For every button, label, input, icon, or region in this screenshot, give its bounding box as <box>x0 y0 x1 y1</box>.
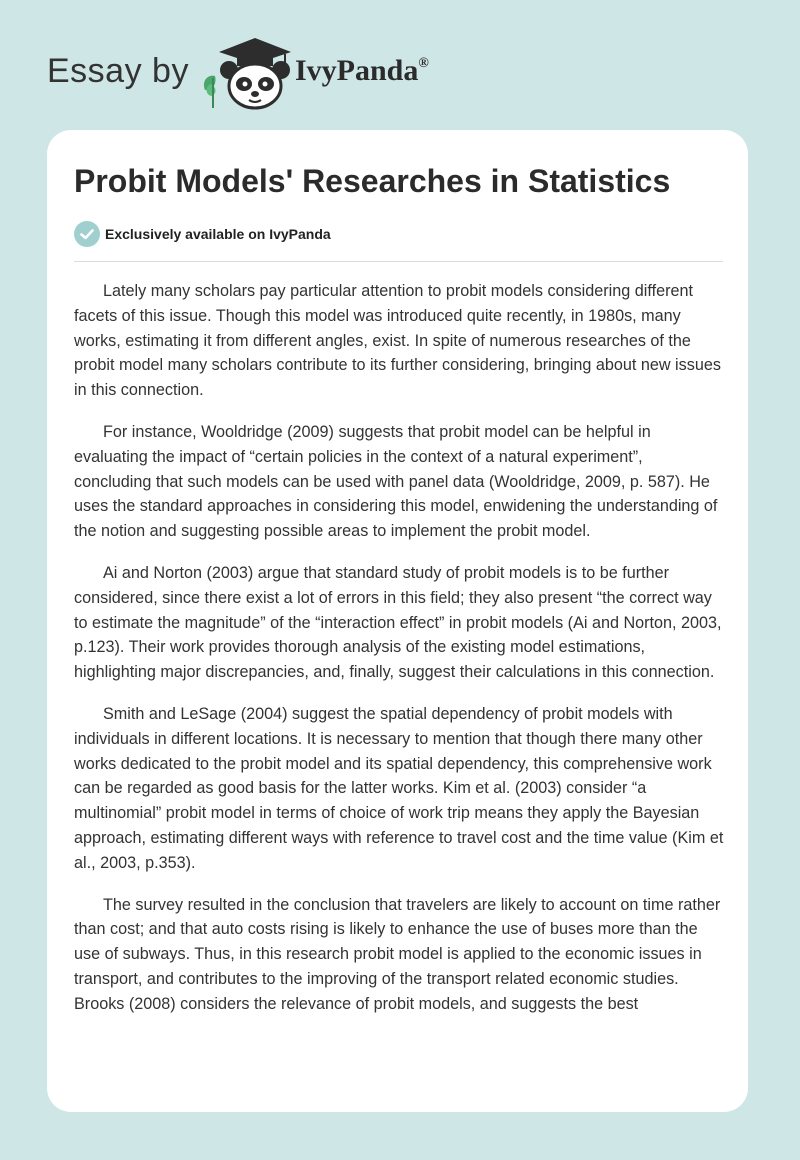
brand-header[interactable] <box>47 34 467 110</box>
page-title: Probit Models' Researches in Statistics <box>74 163 671 199</box>
paragraph: Lately many scholars pay particular attention to probit models considering different facets of this issue. Though this model was introduced quite recently, in 1980s, many works, estimating it from different angles, exist. In spite of numerous researches of the probit model many scholars contribute to its further considering, bringing about new issues in this connection. <box>74 282 721 400</box>
brand-name-text: IvyPanda <box>295 54 419 87</box>
exclusive-badge <box>74 221 331 247</box>
exclusive-badge-label: Exclusively available on IvyPanda <box>105 226 331 242</box>
essay-body <box>74 279 724 1034</box>
paragraph: For instance, Wooldridge (2009) suggests that probit model can be helpful in evaluating the impact of “certain policies in the context of a natural experiment”, concluding that such models can be used with panel data (Wooldridge, 2009, p. 587). He uses the standard approaches in considering this model, enwidening the understanding of the notion and suggesting possible areas to implement the probit model. <box>74 422 718 541</box>
ivypanda-wordmark <box>295 54 429 88</box>
essay-card <box>47 130 748 1112</box>
paragraph: The survey resulted in the conclusion that travelers are likely to account on time rather than cost; and that auto costs rising is likely to enhance the use of buses more than the use of subways. Thus, in this research probit model is applied to the economic issues in transport, and contributes to the improving of the transport related economic studies. Brooks (2008) considers the relevance of probit models, and suggests the best <box>74 895 721 1013</box>
check-circle-icon <box>74 221 100 247</box>
panda-logo-icon <box>199 34 291 110</box>
title-divider <box>74 261 723 262</box>
paragraph: Smith and LeSage (2004) suggest the spatial dependency of probit models with individuals in different locations. It is necessary to mention that though there many other works dedicated to the probit model and its spatial dependency, this comprehensive work can be regarded as good basis for the latter works. Kim et al. (2003) consider “a multinomial” probit model in terms of choice of work trip means they apply the Bayesian approach, estimating different ways with reference to travel cost and the time value (Kim et al., 2003, p.353). <box>74 704 724 872</box>
essay-by-label: Essay by <box>47 52 189 90</box>
paragraph: Ai and Norton (2003) argue that standard study of probit models is to be further considered, since there exist a lot of errors in this field; they also present “the correct way to estimate the magnitude” of the “interaction effect” in probit models (Ai and Norton, 2003, p.123). Their work provides thorough analysis of the existing model estimations, highlighting major discrepancies, and, finally, suggest their calculations in this connection. <box>74 563 722 682</box>
registered-mark: ® <box>418 56 429 71</box>
